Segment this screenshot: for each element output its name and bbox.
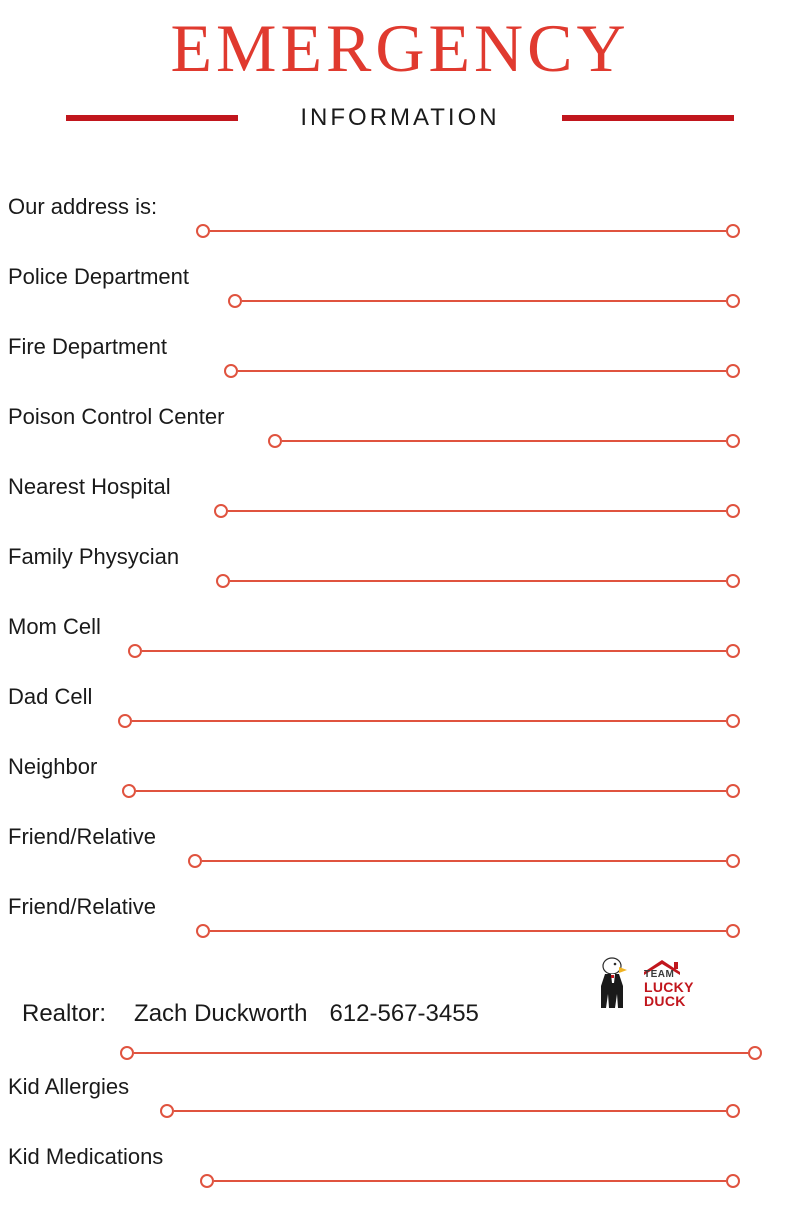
duck-mascot-icon <box>601 958 627 1008</box>
form-row <box>0 746 800 816</box>
form-row <box>0 256 800 326</box>
form-row-write-line[interactable] <box>196 922 740 940</box>
realtor-write-line[interactable] <box>120 1044 762 1062</box>
form-row-label: Dad Cell <box>8 684 93 709</box>
line-end-dot-icon <box>726 364 740 378</box>
line-end-dot-icon <box>726 644 740 658</box>
line-end-dot-icon <box>726 294 740 308</box>
form-row-write-line[interactable] <box>224 362 740 380</box>
form-row <box>0 606 800 676</box>
line-end-dot-icon <box>748 1046 762 1060</box>
form-row-label: Our address is: <box>8 194 158 219</box>
form-row <box>0 1136 800 1206</box>
form-row-label: Nearest Hospital <box>8 474 171 499</box>
line-start-dot-icon <box>268 434 282 448</box>
write-line <box>174 1110 726 1112</box>
form-row <box>0 466 800 536</box>
form-row <box>0 816 800 886</box>
form-row-label: Kid Allergies <box>8 1074 130 1099</box>
realtor-block <box>0 956 800 1066</box>
page-title: EMERGENCY <box>170 10 630 86</box>
form-row-write-line[interactable] <box>188 852 740 870</box>
line-start-dot-icon <box>122 784 136 798</box>
logo-line-2: LUCKY <box>644 979 694 996</box>
form-row-label: Mom Cell <box>8 614 101 639</box>
write-line <box>210 930 726 932</box>
write-line <box>202 860 726 862</box>
form-row-label: Friend/Relative <box>8 824 156 849</box>
form-row-write-line[interactable] <box>200 1172 740 1190</box>
form-row <box>0 886 800 956</box>
line-start-dot-icon <box>214 504 228 518</box>
write-line <box>142 650 726 652</box>
write-line <box>134 1052 748 1054</box>
form-row-write-line[interactable] <box>228 292 740 310</box>
line-end-dot-icon <box>726 504 740 518</box>
write-line <box>210 230 726 232</box>
line-end-dot-icon <box>726 714 740 728</box>
line-end-dot-icon <box>726 854 740 868</box>
logo-line-1: TEAM <box>644 969 675 980</box>
line-end-dot-icon <box>726 224 740 238</box>
form-row-label: Police Department <box>8 264 189 289</box>
write-line <box>282 440 726 442</box>
write-line <box>214 1180 726 1182</box>
line-end-dot-icon <box>726 784 740 798</box>
form-row <box>0 676 800 746</box>
form-row-label: Friend/Relative <box>8 894 156 919</box>
write-line <box>136 790 726 792</box>
line-end-dot-icon <box>726 1174 740 1188</box>
line-end-dot-icon <box>726 434 740 448</box>
write-line <box>132 720 726 722</box>
write-line <box>230 580 726 582</box>
form-rows <box>0 186 800 1206</box>
realtor-label: Realtor: <box>22 1000 107 1027</box>
form-row-write-line[interactable] <box>216 572 740 590</box>
line-start-dot-icon <box>160 1104 174 1118</box>
line-start-dot-icon <box>118 714 132 728</box>
form-row <box>0 396 800 466</box>
realtor-name: Zach Duckworth <box>134 1000 308 1027</box>
form-row <box>0 186 800 256</box>
form-row-label: Poison Control Center <box>8 404 225 429</box>
line-start-dot-icon <box>200 1174 214 1188</box>
subtitle-row <box>0 104 800 132</box>
line-start-dot-icon <box>228 294 242 308</box>
form-row-label: Family Physycian <box>8 544 180 569</box>
team-lucky-duck-logo <box>592 956 692 1018</box>
form-row-label: Kid Medications <box>8 1144 164 1169</box>
write-line <box>242 300 726 302</box>
write-line <box>228 510 726 512</box>
form-row <box>0 1066 800 1136</box>
form-row-write-line[interactable] <box>160 1102 740 1120</box>
form-row-write-line[interactable] <box>268 432 740 450</box>
line-start-dot-icon <box>196 224 210 238</box>
form-row-write-line[interactable] <box>118 712 740 730</box>
line-start-dot-icon <box>216 574 230 588</box>
line-start-dot-icon <box>120 1046 134 1060</box>
form-row-label: Fire Department <box>8 334 167 359</box>
form-row-write-line[interactable] <box>196 222 740 240</box>
page-header <box>0 0 800 132</box>
logo-wordmark <box>644 970 694 1009</box>
write-line <box>238 370 726 372</box>
line-start-dot-icon <box>128 644 142 658</box>
form-row-label: Neighbor <box>8 754 98 779</box>
rule-right <box>562 115 734 121</box>
line-start-dot-icon <box>196 924 210 938</box>
line-start-dot-icon <box>188 854 202 868</box>
line-end-dot-icon <box>726 1104 740 1118</box>
logo-line-3: DUCK <box>644 993 686 1010</box>
rule-left <box>66 115 238 121</box>
form-row-write-line[interactable] <box>122 782 740 800</box>
realtor-phone: 612-567-3455 <box>329 1000 479 1027</box>
form-row <box>0 326 800 396</box>
realtor-info <box>22 1000 479 1028</box>
form-row-write-line[interactable] <box>214 502 740 520</box>
line-end-dot-icon <box>726 574 740 588</box>
form-row-write-line[interactable] <box>128 642 740 660</box>
page-subtitle: INFORMATION <box>300 104 500 131</box>
line-end-dot-icon <box>726 924 740 938</box>
form-row <box>0 536 800 606</box>
line-start-dot-icon <box>224 364 238 378</box>
